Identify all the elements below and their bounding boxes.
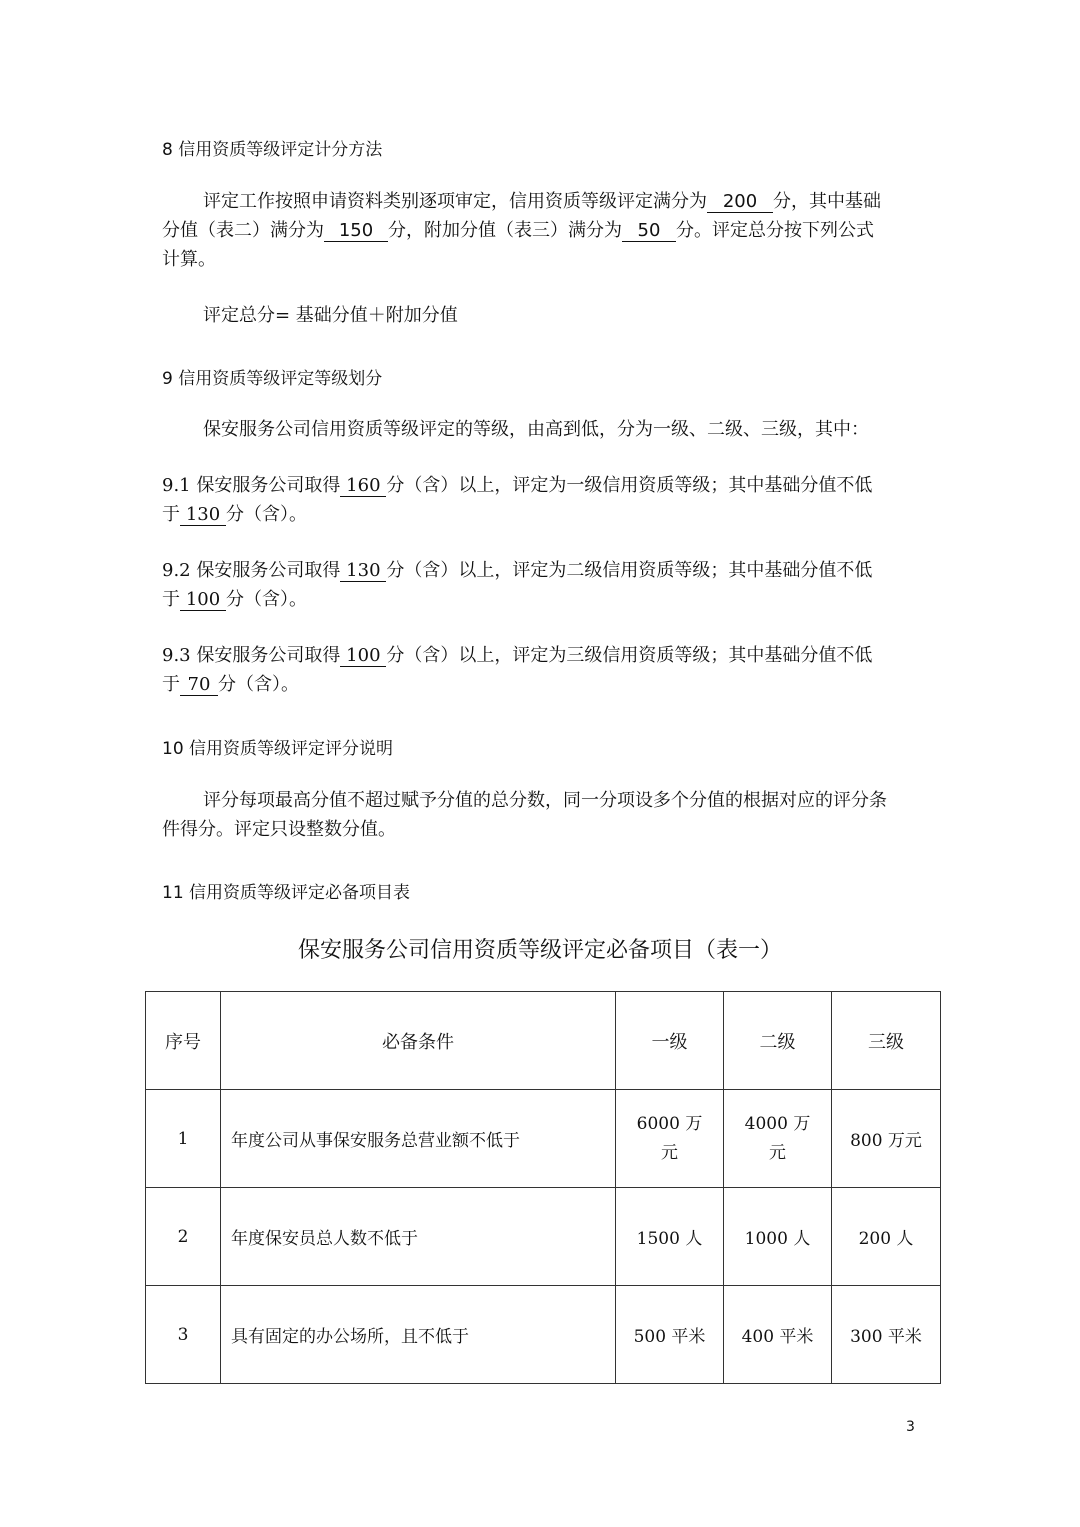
row-level-2: 400 平米 xyxy=(724,1286,832,1384)
score-blank: 160 xyxy=(340,477,386,497)
row-index: 2 xyxy=(146,1188,221,1286)
item-9-2-line-2 xyxy=(162,591,307,611)
row-condition: 年度公司从事保安服务总营业额不低于 xyxy=(221,1090,616,1188)
scoring-formula: 评定总分= 基础分值＋附加分值 xyxy=(203,305,458,326)
page-number: 3 xyxy=(906,1419,915,1435)
base-blank: 130 xyxy=(180,506,226,526)
text: 分（含）。 xyxy=(218,674,299,695)
section-9-intro: 保安服务公司信用资质等级评定的等级，由高到低，分为一级、二级、三级，其中： xyxy=(203,419,869,440)
table-title: 保安服务公司信用资质等级评定必备项目（表一） xyxy=(297,938,782,963)
section-10-heading: 10 信用资质等级评定评分说明 xyxy=(162,739,394,759)
text: 9.2 保安服务公司取得 xyxy=(162,560,341,581)
row-level-1: 500 平米 xyxy=(616,1286,724,1384)
text: 分（含）。 xyxy=(226,589,307,610)
table-row xyxy=(146,1286,941,1384)
header-level-1: 一级 xyxy=(616,992,724,1090)
item-9-1-line-1 xyxy=(162,477,872,497)
text: 分（含）以上，评定为一级信用资质等级；其中基础分值不低 xyxy=(386,475,873,496)
text: 于 xyxy=(162,674,180,695)
row-index: 1 xyxy=(146,1090,221,1188)
score-blank: 130 xyxy=(340,562,386,582)
item-9-3-line-1 xyxy=(162,647,872,667)
header-index: 序号 xyxy=(146,992,221,1090)
section-8-paragraph-line-1 xyxy=(203,193,881,213)
score-blank: 100 xyxy=(340,647,386,667)
table-header-row xyxy=(146,992,941,1090)
text: 分，附加分值（表三）满分为 xyxy=(388,220,622,241)
text: 分（含）。 xyxy=(226,504,307,525)
item-9-1-line-2 xyxy=(162,506,307,526)
row-level-3: 800 万元 xyxy=(832,1090,941,1188)
section-8-paragraph-line-3: 计算。 xyxy=(162,249,216,270)
header-level-3: 三级 xyxy=(832,992,941,1090)
row-index: 3 xyxy=(146,1286,221,1384)
text: 分，其中基础 xyxy=(773,191,881,212)
required-items-table xyxy=(145,991,941,1384)
text: 9.3 保安服务公司取得 xyxy=(162,645,341,666)
table-row xyxy=(146,1188,941,1286)
text: 分（含）以上，评定为三级信用资质等级；其中基础分值不低 xyxy=(386,645,873,666)
total-score-blank: 200 xyxy=(707,193,773,213)
text: 分（含）以上，评定为二级信用资质等级；其中基础分值不低 xyxy=(386,560,873,581)
row-level-1: 6000 万元 xyxy=(616,1090,724,1188)
row-condition: 年度保安员总人数不低于 xyxy=(221,1188,616,1286)
section-11-heading: 11 信用资质等级评定必备项目表 xyxy=(162,883,411,903)
text: 分。评定总分按下列公式 xyxy=(676,220,874,241)
table-row xyxy=(146,1090,941,1188)
item-9-3-line-2 xyxy=(162,676,299,696)
base-blank: 70 xyxy=(180,676,218,696)
row-level-3: 200 人 xyxy=(832,1188,941,1286)
section-10-line-2: 件得分。评定只设整数分值。 xyxy=(162,819,396,840)
row-level-1: 1500 人 xyxy=(616,1188,724,1286)
extra-score-blank: 50 xyxy=(622,222,676,242)
base-score-blank: 150 xyxy=(324,222,388,242)
text: 9.1 保安服务公司取得 xyxy=(162,475,341,496)
row-condition: 具有固定的办公场所，且不低于 xyxy=(221,1286,616,1384)
item-9-2-line-1 xyxy=(162,562,872,582)
row-level-2: 4000 万元 xyxy=(724,1090,832,1188)
section-8-paragraph-line-2 xyxy=(162,222,874,242)
section-10-line-1: 评分每项最高分值不超过赋予分值的总分数，同一分项设多个分值的根据对应的评分条 xyxy=(203,790,887,811)
section-9-heading: 9 信用资质等级评定等级划分 xyxy=(162,369,383,389)
base-blank: 100 xyxy=(180,591,226,611)
text: 于 xyxy=(162,589,180,610)
text: 评定工作按照申请资料类别逐项审定，信用资质等级评定满分为 xyxy=(203,191,707,212)
text: 于 xyxy=(162,504,180,525)
row-level-2: 1000 人 xyxy=(724,1188,832,1286)
row-level-3: 300 平米 xyxy=(832,1286,941,1384)
header-condition: 必备条件 xyxy=(221,992,616,1090)
header-level-2: 二级 xyxy=(724,992,832,1090)
text: 分值（表二）满分为 xyxy=(162,220,324,241)
section-8-heading: 8 信用资质等级评定计分方法 xyxy=(162,140,383,160)
